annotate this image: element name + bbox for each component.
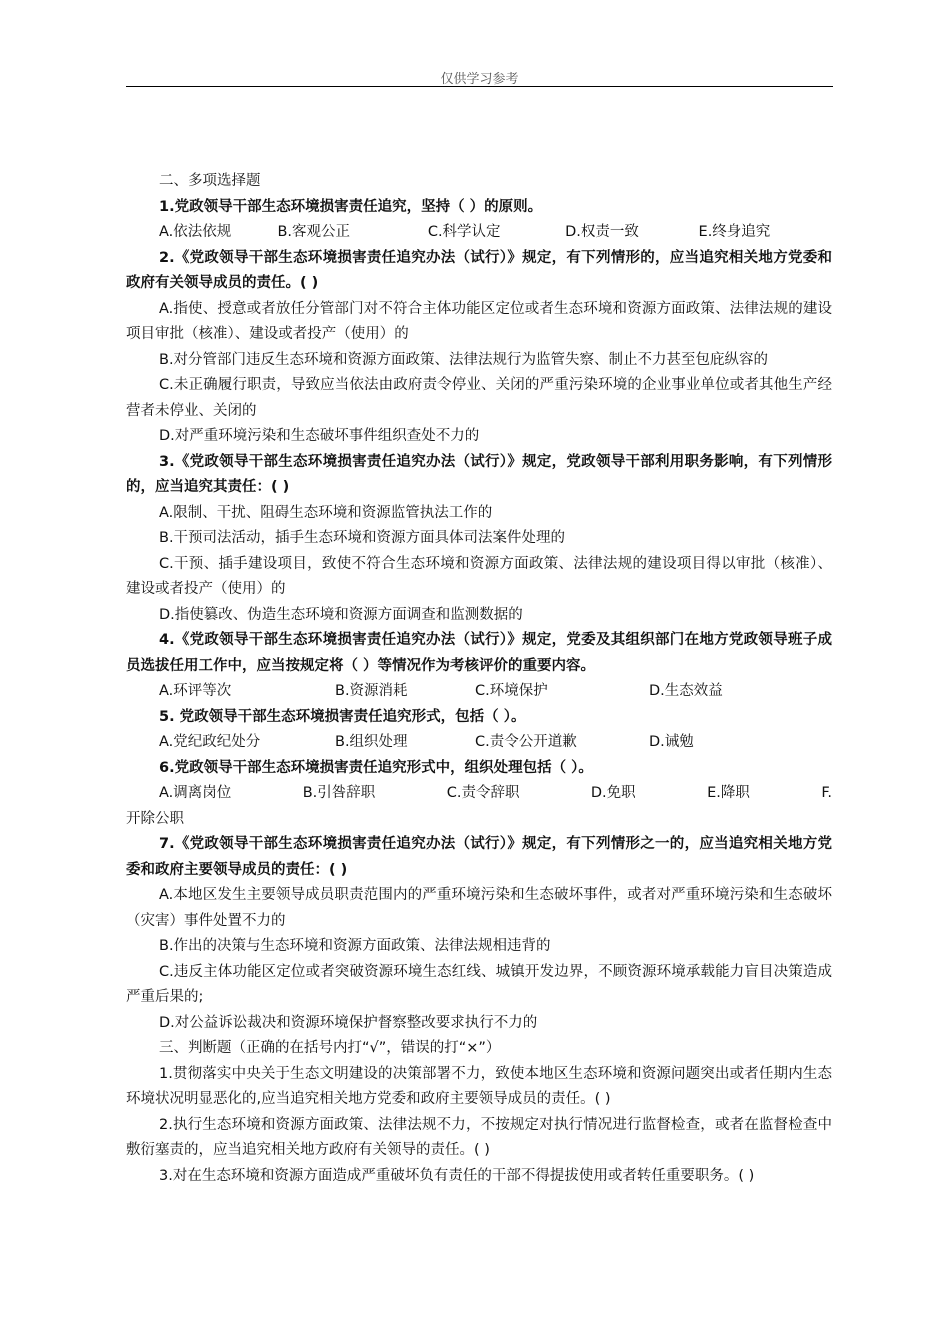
option: D.免职	[590, 785, 636, 801]
option: B.作出的决策与生态环境和资源方面政策、法律法规相违背的	[159, 938, 551, 954]
question-2: 2.《党政领导干部生态环境损害责任追究办法（试行）》规定，有下列情形的，应当追究相关地方党委和政府有关领导成员的责任。( )	[126, 249, 832, 291]
question-1: 1.党政领导干部生态环境损害责任追究，坚持（ ）的原则。	[159, 198, 543, 215]
option: D.对公益诉讼裁决和资源环境保护督察整改要求执行不力的	[159, 1014, 538, 1031]
page-header: 仅供学习参考	[440, 72, 519, 87]
question-7: 7.《党政领导干部生态环境损害责任追究办法（试行）》规定，有下列情形之一的，应当追究相关地方党委和政府主要领导成员的责任：( )	[126, 836, 832, 878]
option: A.限制、干扰、阻碍生态环境和资源监管执法工作的	[159, 504, 493, 521]
option: D.权责一致	[565, 224, 639, 240]
judgement-item: 1.贯彻落实中央关于生态文明建设的决策部署不力，致使本地区生态环境和资源问题突出或者任期内生态环境状况明显恶化的,应当追究相关地方党委和政府主要领导成员的责任。( )	[126, 1065, 832, 1107]
question-5: 5. 党政领导干部生态环境损害责任追究形式，包括（ ）。	[159, 708, 526, 725]
option: B.引咎辞职	[302, 785, 376, 801]
option: A.依法依规	[159, 224, 232, 240]
option: E.终身追究	[698, 224, 771, 240]
judgement-item: 3.对在生态环境和资源方面造成严重破坏负有责任的干部不得提拔使用或者转任重要职务。( )	[159, 1167, 755, 1184]
option-continuation: 开除公职	[126, 810, 184, 827]
option: E.降职	[707, 785, 750, 801]
question-5-options	[126, 730, 832, 756]
question-1-options	[126, 220, 832, 246]
option: D.对严重环境污染和生态破坏事件组织查处不力的	[159, 428, 480, 444]
option: B.干预司法活动，插手生态环境和资源方面具体司法案件处理的	[159, 530, 566, 546]
section-title-true-false: 三、判断题（正确的在括号内打“√”，错误的打“×”）	[159, 1040, 501, 1056]
option: B.组织处理	[335, 734, 408, 750]
option: C.责令公开道歉	[475, 734, 577, 750]
option: C.违反主体功能区定位或者突破资源环境生态红线、城镇开发边界，不顾资源环境承载能力盲目决策造成严重后果的;	[126, 963, 832, 1005]
option: F.	[821, 785, 832, 801]
option: C.科学认定	[427, 224, 501, 240]
header-rule	[126, 86, 833, 87]
option: A.指使、授意或者放任分管部门对不符合主体功能区定位或者生态环境和资源方面政策、法律法规的建设项目审批（核准）、建设或者投产（使用）的	[126, 300, 832, 342]
question-4: 4.《党政领导干部生态环境损害责任追究办法（试行）》规定，党委及其组织部门在地方党政领导班子成员选拔任用工作中，应当按规定将（ ）等情况作为考核评价的重要内容。	[126, 632, 832, 674]
option: C.环境保护	[475, 683, 548, 699]
option: A.环评等次	[159, 683, 232, 699]
question-6: 6.党政领导干部生态环境损害责任追究形式中，组织处理包括（ ）。	[159, 759, 593, 776]
option: B.资源消耗	[335, 683, 408, 699]
option: C.未正确履行职责，导致应当依法由政府责令停业、关闭的严重污染环境的企业事业单位或者其他生产经营者未停业、关闭的	[126, 377, 832, 419]
question-6-options	[126, 781, 832, 807]
option: C.干预、插手建设项目，致使不符合生态环境和资源方面政策、法律法规的建设项目得以审批（核准）、建设或者投产（使用）的	[126, 555, 832, 597]
option: A.党纪政纪处分	[159, 734, 261, 750]
judgement-item: 2.执行生态环境和资源方面政策、法律法规不力，不按规定对执行情况进行监督检查，或者在监督检查中敷衍塞责的，应当追究相关地方政府有关领导的责任。( )	[126, 1116, 832, 1158]
option: D.诫勉	[649, 734, 694, 750]
option: A.本地区发生主要领导成员职责范围内的严重环境污染和生态破坏事件，或者对严重环境污染和生态破坏（灾害）事件处置不力的	[126, 887, 832, 929]
option: C.责令辞职	[446, 785, 520, 801]
option: D.生态效益	[649, 683, 723, 699]
section-title-multiple-choice: 二、多项选择题	[159, 173, 261, 189]
option: A.调离岗位	[159, 785, 232, 801]
document-body	[126, 169, 832, 1189]
question-3: 3.《党政领导干部生态环境损害责任追究办法（试行）》规定，党政领导干部利用职务影响，有下列情形的，应当追究其责任：( )	[126, 453, 832, 495]
question-4-options	[126, 679, 832, 705]
option: D.指使篡改、伪造生态环境和资源方面调查和监测数据的	[159, 606, 523, 623]
option: B.对分管部门违反生态环境和资源方面政策、法律法规行为监管失察、制止不力甚至包庇纵容的	[159, 351, 769, 368]
option: B.客观公正	[277, 224, 350, 240]
